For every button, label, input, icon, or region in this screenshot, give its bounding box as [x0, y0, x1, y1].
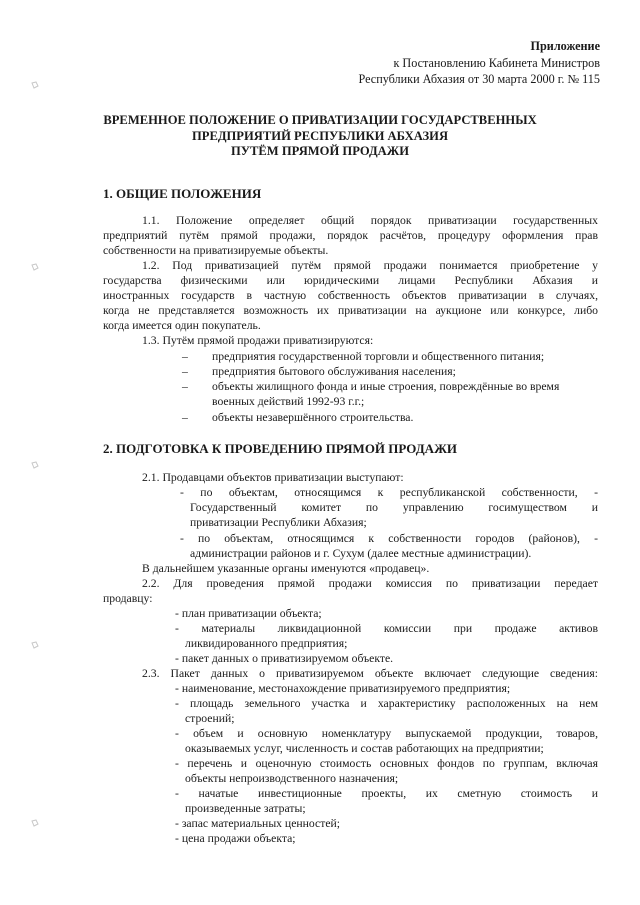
appendix-date: Республики Абхазия от 30 марта 2000 г. № 115	[358, 72, 600, 86]
scan-mark-icon	[30, 460, 40, 470]
list-item: - пакет данных о приватизируемом объекте.	[175, 652, 394, 665]
title-line: ПРЕДПРИЯТИЙ РЕСПУБЛИКИ АБХАЗИЯ	[191, 128, 449, 143]
list-item: - начатые инвестиционные проекты, их сметную стоимость и	[175, 787, 598, 800]
list-item: предприятия бытового обслуживания населения;	[212, 365, 456, 378]
list-item: объекты непроизводственного назначения;	[185, 772, 399, 785]
section-heading: 1. ОБЩИЕ ПОЛОЖЕНИЯ	[103, 186, 262, 201]
list-item: предприятия государственной торговли и общественного питания;	[212, 350, 545, 363]
bullet-dash: –	[182, 380, 188, 393]
paragraph-line: 2.2. Для проведения прямой продажи комиссия по приватизации передает	[142, 577, 598, 590]
list-item: - запас материальных ценностей;	[175, 817, 341, 830]
list-item: объекты жилищного фонда и иные строения, повреждённые во время	[212, 380, 560, 393]
appendix-decree: к Постановлению Кабинета Министров	[393, 55, 600, 70]
list-item: - объем и основную номенклатуру выпускаемой продукции, товаров,	[175, 727, 598, 740]
list-item: - план приватизации объекта;	[175, 607, 322, 620]
section-heading: 2. ПОДГОТОВКА К ПРОВЕДЕНИЮ ПРЯМОЙ ПРОДАЖИ	[103, 441, 458, 456]
scan-mark-icon	[30, 818, 40, 828]
paragraph-line: 2.1. Продавцами объектов приватизации выступают:	[142, 471, 404, 484]
appendix-label: Приложение	[530, 39, 600, 53]
paragraph-line: иностранных государств в частную собственность объектов приватизации в случаях,	[103, 289, 598, 302]
list-item: - по объектам, относящимся к республиканской собственности, -	[180, 486, 598, 499]
scan-mark-icon	[30, 262, 40, 272]
paragraph-line: 2.3. Пакет данных о приватизируемом объекте включает следующие сведения:	[142, 667, 598, 680]
list-item: оказываемых услуг, численность и состав работающих на предприятии;	[185, 742, 544, 755]
paragraph-line: предприятий путём прямой продажи, порядок расчётов, процедуру оформления прав	[103, 229, 598, 242]
list-item: произведенные затраты;	[185, 802, 306, 815]
list-item: объекты незавершённого строительства.	[212, 411, 414, 424]
paragraph-line: 1.1. Положение определяет общий порядок приватизации государственных	[142, 214, 598, 227]
appendix-header	[358, 38, 600, 88]
title-line: ВРЕМЕННОЕ ПОЛОЖЕНИЕ О ПРИВАТИЗАЦИИ ГОСУДАРСТВЕННЫХ	[103, 113, 537, 127]
bullet-dash: –	[182, 411, 188, 424]
list-item: - по объектам, относящимся к собственности городов (районов), -	[180, 532, 598, 545]
list-item: ликвидированного предприятия;	[185, 637, 348, 650]
list-item: администрации районов и г. Сухум (далее местные администрации).	[190, 547, 532, 560]
title-line: ПУТЁМ ПРЯМОЙ ПРОДАЖИ	[230, 144, 410, 158]
list-item: строений;	[185, 712, 235, 725]
scan-mark-icon	[30, 640, 40, 650]
list-item: приватизации Республики Абхазия;	[190, 516, 367, 529]
scan-mark-icon	[30, 80, 40, 90]
paragraph-line: В дальнейшем указанные органы именуются «продавец».	[142, 562, 430, 575]
list-item: - перечень и оценочную стоимость основных фондов по группам, включая	[175, 757, 598, 770]
bullet-dash: –	[182, 350, 188, 363]
list-item: военных действий 1992-93 г.г.;	[212, 395, 365, 408]
paragraph-line: когда имеется один покупатель.	[103, 319, 261, 332]
list-item: - материалы ликвидационной комиссии при продаже активов	[175, 622, 598, 635]
list-item: - цена продажи объекта;	[175, 832, 296, 845]
paragraph-line: продавцу:	[103, 592, 153, 605]
paragraph-line: государства физическими или юридическими лицами Республики Абхазия и	[103, 274, 598, 287]
paragraph-line: собственности на приватизируемые объекты.	[103, 244, 329, 257]
list-item: Государственный комитет по управлению госимуществом и	[190, 501, 598, 514]
bullet-dash: –	[182, 365, 188, 378]
document-title	[90, 113, 550, 160]
list-item: - наименование, местонахождение приватизируемого предприятия;	[175, 682, 511, 695]
paragraph-line: 1.2. Под приватизацией путём прямой продажи понимается приобретение у	[142, 259, 598, 272]
paragraph-line: 1.3. Путём прямой продажи приватизируются:	[142, 334, 374, 347]
list-item: - площадь земельного участка и характеристику расположенных на нем	[175, 697, 598, 710]
paragraph-line: когда не представляется возможность их приватизации на аукционе или конкурсе, либо	[103, 304, 598, 317]
